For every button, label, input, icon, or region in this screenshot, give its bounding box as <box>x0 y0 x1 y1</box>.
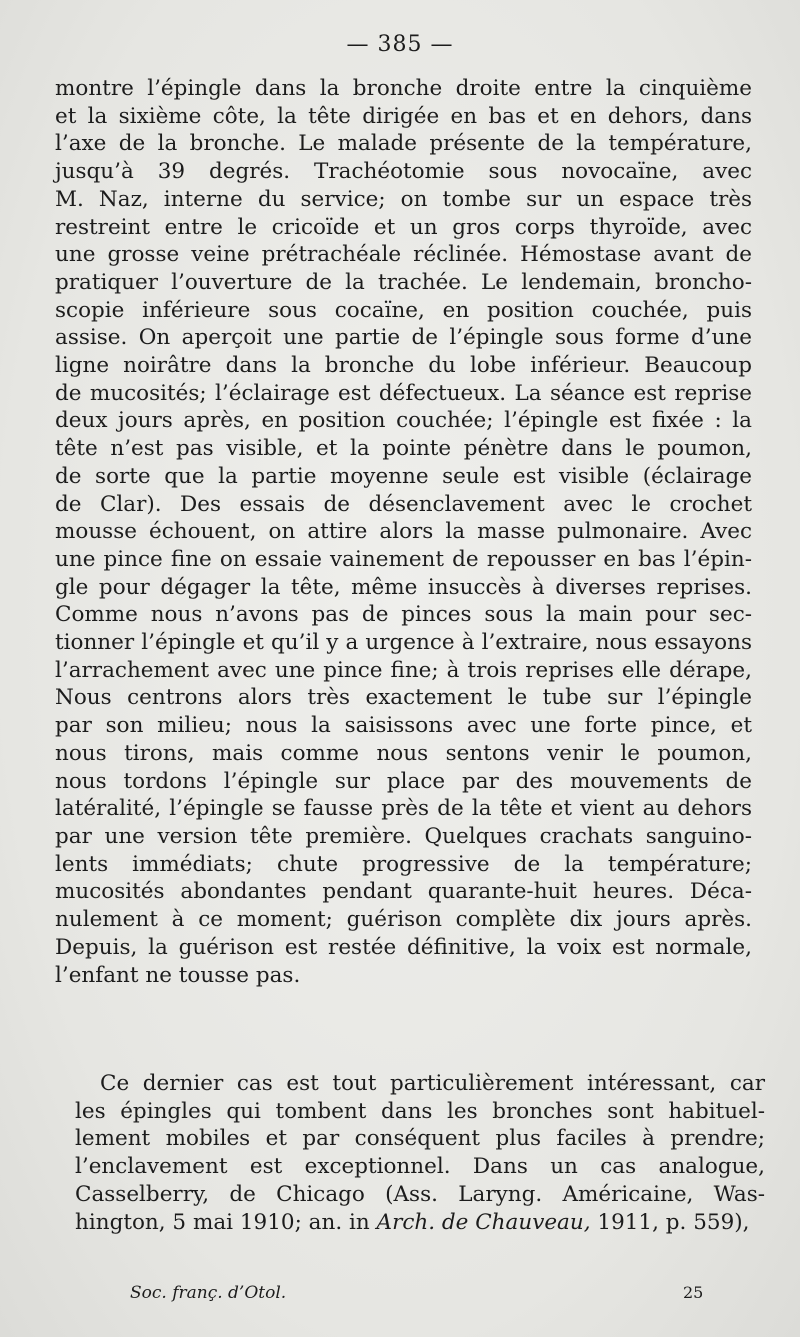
text-line: ligne noirâtre dans la bronche du lobe inférieur. Beaucoup <box>55 353 752 379</box>
text-line: lents immédiats; chute progressive de la température; <box>55 851 752 877</box>
text-line: une pince fine on essaie vainement de repousser en bas l’épin- <box>55 546 752 572</box>
text-line: l’enclavement est exceptionnel. Dans un cas analogue, <box>75 1154 765 1180</box>
text-line: Nous centrons alors très exactement le tube sur l’épingle <box>55 685 752 711</box>
footer-journal-signature: Soc. franç. d’Otol. <box>130 1283 287 1303</box>
text-line: lement mobiles et par conséquent plus faciles à prendre; <box>75 1126 765 1152</box>
text-line: Casselberry, de Chicago (Ass. Laryng. Américaine, Was- <box>75 1181 765 1207</box>
text-line: M. Naz, interne du service; on tombe sur un espace très <box>55 186 752 212</box>
text-line: l’axe de la bronche. Le malade présente de la température, <box>55 131 752 157</box>
text-line: l’enfant ne tousse pas. <box>55 962 301 988</box>
text-line: mucosités abondantes pendant quarante-huit heures. Déca- <box>55 879 752 905</box>
text-line: par son milieu; nous la saisissons avec une forte pince, et <box>55 713 752 739</box>
text-line: nous tordons l’épingle sur place par des mouvements de <box>55 768 752 794</box>
text-line: une grosse veine prétrachéale réclinée. Hémostase avant de <box>55 242 752 268</box>
text-line: restreint entre le cricoïde et un gros corps thyroïde, avec <box>55 214 752 240</box>
text-line: deux jours après, en position couchée; l’épingle est fixée : la <box>55 408 752 434</box>
paragraph-case-report <box>55 75 752 989</box>
text-line-reference <box>75 1209 765 1237</box>
text-line: les épingles qui tombent dans les bronches sont habituel- <box>75 1098 765 1124</box>
text-line: Comme nous n’avons pas de pinces sous la main pour sec- <box>55 602 752 628</box>
paragraph-discussion <box>75 1070 765 1236</box>
text-line: gle pour dégager la tête, même insuccès à diverses reprises. <box>55 574 752 600</box>
text-line: nulement à ce moment; guérison complète dix jours après. <box>55 907 752 933</box>
text-line: mousse échouent, on attire alors la masse pulmonaire. Avec <box>55 519 752 545</box>
journal-title: Arch. de Chauveau, <box>376 1209 591 1235</box>
text-line: l’arrachement avec une pince fine; à trois reprises elle dérape, <box>55 657 752 683</box>
text-line: tionner l’épingle et qu’il y a urgence à l’extraire, nous essayons <box>55 630 752 656</box>
footer-sheet-number: 25 <box>683 1283 704 1302</box>
text-line: latéralité, l’épingle se fausse près de la tête et vient au dehors <box>55 796 752 822</box>
text-line: assise. On aperçoit une partie de l’épingle sous forme d’une <box>55 325 752 351</box>
text-line: de Clar). Des essais de désenclavement avec le crochet <box>55 491 752 517</box>
text-line: par une version tête première. Quelques crachats sanguino- <box>55 823 752 849</box>
page-number: — 385 — <box>346 32 454 57</box>
text-line: scopie inférieure sous cocaïne, en position couchée, puis <box>55 297 752 323</box>
text-line: et la sixième côte, la tête dirigée en bas et en dehors, dans <box>55 103 752 129</box>
text-line: pratiquer l’ouverture de la trachée. Le lendemain, broncho- <box>55 269 752 295</box>
text-line: nous tirons, mais comme nous sentons venir le poumon, <box>55 740 752 766</box>
text-line: de mucosités; l’éclairage est défectueux. La séance est reprise <box>55 380 752 406</box>
reference-text: hington, 5 mai 1910; an. in <box>75 1209 377 1235</box>
text-line: Depuis, la guérison est restée définitive, la voix est normale, <box>55 934 752 960</box>
text-line: jusqu’à 39 degrés. Trachéotomie sous novocaïne, avec <box>55 159 752 185</box>
text-line: Ce dernier cas est tout particulièrement intéressant, car <box>100 1071 765 1096</box>
text-line: de sorte que la partie moyenne seule est visible (éclairage <box>55 463 752 489</box>
text-line: tête n’est pas visible, et la pointe pénètre dans le poumon, <box>55 436 752 462</box>
reference-year-page: 1911, p. 559), <box>590 1209 750 1235</box>
text-line: montre l’épingle dans la bronche droite entre la cinquième <box>55 76 752 101</box>
